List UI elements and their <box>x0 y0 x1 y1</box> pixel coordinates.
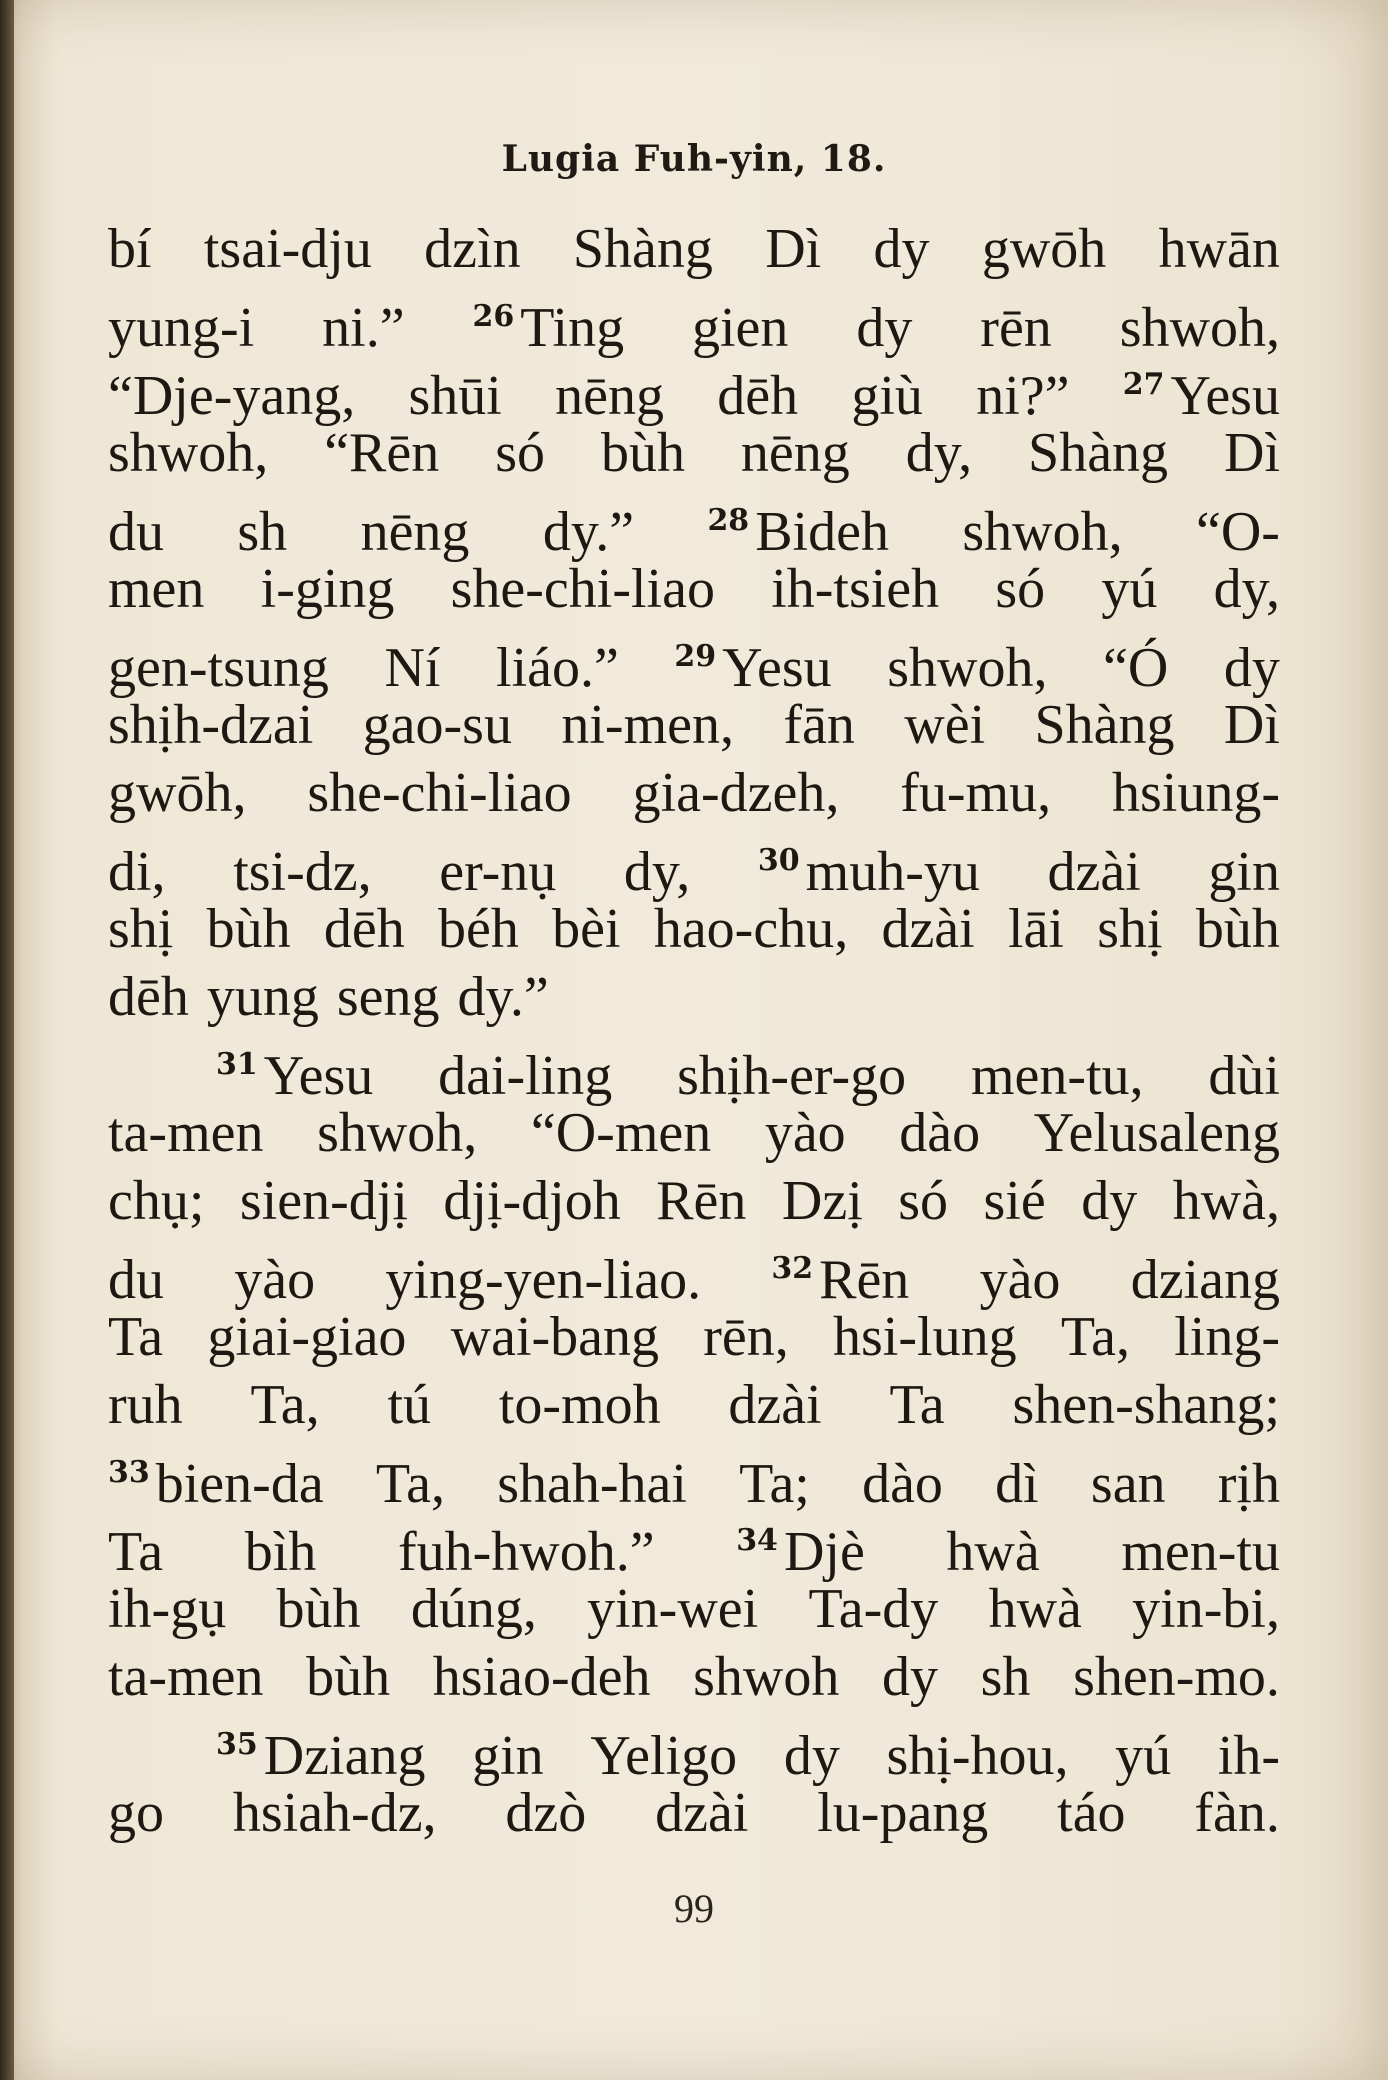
word: fàn. <box>1194 1782 1280 1844</box>
word: dēh <box>108 966 189 1028</box>
word: “O-men <box>530 1102 712 1164</box>
word: tsai-dju <box>203 218 372 280</box>
word: yú <box>1101 558 1158 620</box>
verse-number: 34 <box>736 1523 778 1558</box>
word: Dì <box>1224 422 1280 484</box>
word: bùh <box>306 1646 391 1708</box>
word: dy <box>882 1646 938 1708</box>
word: béh <box>438 898 519 960</box>
word: gen-tsung <box>108 637 329 699</box>
word: she-chi-liao <box>307 762 572 824</box>
word-text: Djè <box>783 1521 865 1583</box>
word: ta-men <box>108 1646 264 1708</box>
word: go <box>108 1782 164 1844</box>
word: Shàng <box>1034 694 1175 756</box>
word: “Dje-yang, <box>108 365 356 427</box>
word: shen-mo. <box>1073 1646 1280 1708</box>
word: dzài <box>881 898 975 960</box>
word: ih- <box>1217 1725 1280 1787</box>
word: fuh-hwoh.” <box>397 1521 655 1583</box>
word: sh <box>980 1646 1031 1708</box>
word: Shàng <box>572 218 713 280</box>
word: shị <box>1097 898 1163 960</box>
word: giù <box>851 365 923 427</box>
word: san <box>1090 1453 1166 1515</box>
word: djị-djoh <box>443 1170 621 1232</box>
word: wèi <box>904 694 986 756</box>
word <box>108 1439 324 1518</box>
text-line <box>108 623 1280 699</box>
word: Ta <box>889 1374 945 1436</box>
text-line <box>108 1167 1280 1235</box>
word: Ta; <box>739 1453 810 1515</box>
word: dy, <box>905 422 973 484</box>
word: liáo.” <box>496 637 619 699</box>
text-line <box>108 963 1280 1031</box>
word: ni-men, <box>561 694 734 756</box>
verse-number: 33 <box>108 1455 150 1490</box>
text-line <box>108 1643 1280 1711</box>
word <box>473 283 625 362</box>
word: dy <box>873 218 930 280</box>
text-line <box>108 1371 1280 1439</box>
word: Ta, <box>375 1453 446 1515</box>
text-line <box>108 283 1280 359</box>
word: shūi <box>408 365 502 427</box>
word: gin <box>1208 841 1280 903</box>
book-gutter <box>0 0 14 2080</box>
word: dēh <box>717 365 799 427</box>
word: bùh <box>600 422 685 484</box>
word: ih-gụ <box>108 1578 227 1640</box>
word: ling- <box>1174 1306 1280 1368</box>
word: só <box>898 1170 949 1232</box>
word: “Rēn <box>324 422 440 484</box>
word: rēn <box>980 297 1052 359</box>
word: Yeligo <box>590 1725 738 1787</box>
word: sien-djị <box>239 1170 408 1232</box>
word: tsi-dz, <box>233 841 372 903</box>
word: dào <box>862 1453 943 1515</box>
word: gin <box>472 1725 544 1787</box>
word: shwoh, <box>108 422 269 484</box>
word: dùi <box>1208 1045 1280 1107</box>
text-line <box>108 1575 1280 1643</box>
word: “Ó <box>1103 637 1169 699</box>
word: du <box>108 1249 164 1311</box>
word: yung-i <box>108 297 255 359</box>
word: shịh-er-go <box>677 1045 907 1107</box>
word-text: Ting <box>520 297 625 359</box>
word: gia-dzeh, <box>632 762 840 824</box>
word: dì <box>995 1453 1039 1515</box>
verse-number: 35 <box>216 1727 258 1762</box>
word: ni?” <box>976 365 1070 427</box>
word: dziang <box>1130 1249 1280 1311</box>
word: seng <box>336 966 440 1028</box>
word: Dì <box>765 218 822 280</box>
word: i-ging <box>260 558 395 620</box>
word: gwōh <box>981 218 1107 280</box>
word: dy.” <box>457 966 549 1028</box>
word: só <box>995 558 1046 620</box>
word: men-tu, <box>970 1045 1144 1107</box>
text-line <box>108 487 1280 563</box>
verse-number: 27 <box>1122 367 1165 402</box>
word-text: bien-da <box>155 1453 324 1515</box>
word-text: Yesu <box>263 1045 374 1107</box>
word: hsiung- <box>1112 762 1280 824</box>
word: she-chi-liao <box>450 558 715 620</box>
word: dzìn <box>424 218 521 280</box>
word: yào <box>979 1249 1061 1311</box>
word: ruh <box>108 1374 183 1436</box>
word: dào <box>899 1102 981 1164</box>
text-line <box>108 555 1280 623</box>
word: shị-hou, <box>886 1725 1069 1787</box>
word: Rēn <box>656 1170 747 1232</box>
word-text: Bideh <box>755 501 889 563</box>
word: to-moh <box>498 1374 661 1436</box>
word: bùh <box>206 898 291 960</box>
word-text: Dziang <box>263 1725 426 1787</box>
word: shị <box>108 898 174 960</box>
word: dy <box>783 1725 840 1787</box>
word: bìh <box>244 1521 317 1583</box>
word: yào <box>234 1249 316 1311</box>
word: Ta <box>108 1306 164 1368</box>
verse-number: 26 <box>472 299 515 334</box>
word: Ní <box>384 637 441 699</box>
word: dy, <box>1213 558 1280 620</box>
word: rịh <box>1217 1453 1280 1515</box>
word: hwān <box>1158 218 1280 280</box>
word: gien <box>692 297 789 359</box>
verse-number: 28 <box>707 503 750 538</box>
word: gwōh, <box>108 762 247 824</box>
text-line <box>108 1031 1280 1107</box>
text-line <box>108 691 1280 759</box>
word: ying-yen-liao. <box>385 1249 702 1311</box>
word: Ta <box>108 1521 164 1583</box>
word: hsiah-dz, <box>232 1782 437 1844</box>
word: Shàng <box>1028 422 1169 484</box>
word: ta-men <box>108 1102 264 1164</box>
word: lu-pang <box>817 1782 989 1844</box>
word: bí <box>108 218 152 280</box>
word-text: Yesu <box>722 637 832 699</box>
text-line <box>108 215 1280 283</box>
text-line <box>108 1711 1280 1787</box>
text-line <box>108 1235 1280 1311</box>
word: di, <box>108 841 166 903</box>
word: dy.” <box>542 501 635 563</box>
word: “O- <box>1195 501 1280 563</box>
word-text: Yesu <box>1170 365 1280 427</box>
word: hwà <box>988 1578 1082 1640</box>
word: yung <box>206 966 319 1028</box>
word: dai-ling <box>438 1045 613 1107</box>
word: sié <box>983 1170 1046 1232</box>
word: gao-su <box>362 694 512 756</box>
word: yin-bi, <box>1132 1578 1280 1640</box>
word: men-tu <box>1121 1521 1280 1583</box>
word: shwoh <box>693 1646 840 1708</box>
word: tú <box>387 1374 431 1436</box>
word: shwoh, <box>317 1102 478 1164</box>
verse-number: 32 <box>771 1251 814 1286</box>
word: chụ; <box>108 1170 205 1232</box>
word: lāi <box>1008 898 1064 960</box>
word: bùh <box>1195 898 1280 960</box>
word: yú <box>1115 1725 1172 1787</box>
word: só <box>495 422 545 484</box>
word: rēn, <box>703 1306 789 1368</box>
word: dy <box>1081 1170 1138 1232</box>
word-text: Rēn <box>819 1249 910 1311</box>
word: nēng <box>740 422 850 484</box>
word: giai-giao <box>207 1306 407 1368</box>
word: hwà, <box>1172 1170 1280 1232</box>
verse-number: 31 <box>216 1047 258 1082</box>
word: fān <box>783 694 855 756</box>
text-line <box>108 759 1280 827</box>
page-number: 99 <box>674 1886 714 1931</box>
word: shwoh, <box>962 501 1123 563</box>
word: shịh-dzai <box>108 694 314 756</box>
text-line <box>108 1439 1280 1515</box>
word: dy, <box>623 841 691 903</box>
word: dzò <box>505 1782 587 1844</box>
word: shwoh, <box>1119 297 1280 359</box>
word: hsiao-deh <box>432 1646 651 1708</box>
text-line <box>108 827 1280 903</box>
word: wai-bang <box>450 1306 660 1368</box>
word: hwà <box>946 1521 1040 1583</box>
word: yin-wei <box>587 1578 759 1640</box>
word: Ta-dy <box>808 1578 939 1640</box>
word: dúng, <box>410 1578 537 1640</box>
word: dzài <box>728 1374 822 1436</box>
word: shwoh, <box>887 637 1048 699</box>
word: dzài <box>655 1782 749 1844</box>
word: shah-hai <box>497 1453 687 1515</box>
word: táo <box>1057 1782 1126 1844</box>
word: fu-mu, <box>900 762 1052 824</box>
word: nēng <box>555 365 664 427</box>
word: Ta, <box>1060 1306 1130 1368</box>
word: dēh <box>323 898 405 960</box>
text-line <box>108 895 1280 963</box>
word: hao-chu, <box>653 898 849 960</box>
word-text: muh-yu <box>805 841 980 903</box>
word: hsi-lung <box>833 1306 1017 1368</box>
word: Ta, <box>250 1374 320 1436</box>
word: er-nụ <box>439 841 557 903</box>
word: Dzị <box>781 1170 863 1232</box>
word: ih-tsieh <box>771 558 940 620</box>
body-text <box>108 215 1280 1847</box>
verse-number: 29 <box>674 639 717 674</box>
word: Yelusaleng <box>1033 1102 1280 1164</box>
word: dy <box>1223 637 1280 699</box>
word: du <box>108 501 164 563</box>
word: bèi <box>552 898 621 960</box>
word: nēng <box>360 501 470 563</box>
word: bùh <box>276 1578 361 1640</box>
word: yào <box>764 1102 846 1164</box>
word: dzài <box>1047 841 1141 903</box>
word: dy <box>856 297 913 359</box>
running-head: Lugia Fuh-yin, 18. <box>501 138 887 180</box>
text-line <box>108 1779 1280 1847</box>
word: ni.” <box>322 297 405 359</box>
word: sh <box>237 501 288 563</box>
word: men <box>108 558 205 620</box>
word: Dì <box>1223 694 1280 756</box>
verse-number: 30 <box>757 843 800 878</box>
word: shen-shang; <box>1012 1374 1280 1436</box>
